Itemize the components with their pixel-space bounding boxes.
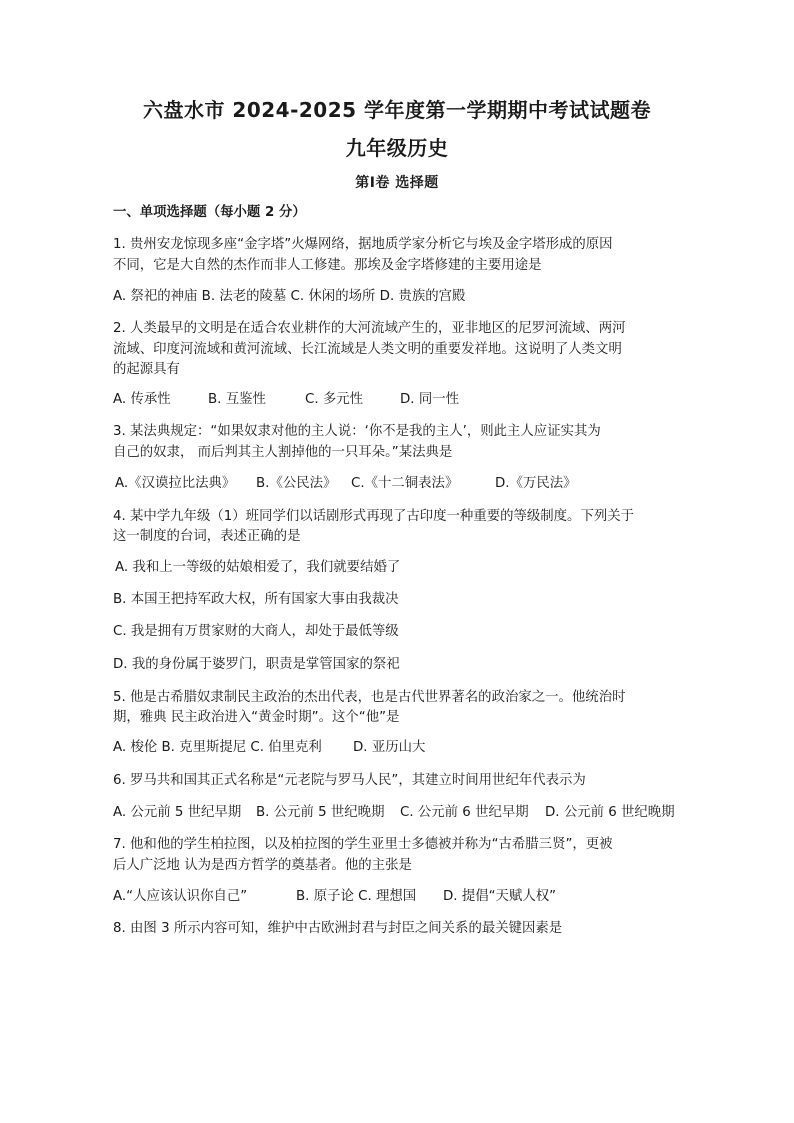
question-4-stem-line-1: 4. 某中学九年级（1）班同学们以话剧形式再现了古印度一种重要的等级制度。下列关于 xyxy=(113,509,635,524)
question-8-stem-line-1: 8. 由图 3 所示内容可知，维护中古欧洲封君与封臣之间关系的最关键因素是 xyxy=(113,921,563,936)
question-4-option-a: A. 我和上一等级的姑娘相爱了，我们就要结婚了 xyxy=(115,560,401,575)
question-2-stem-line-1: 2. 人类最早的文明是在适合农业耕作的大河流域产生的，亚非地区的尼罗河流域、两河 xyxy=(113,321,626,336)
question-6-option-b: B. 公元前 5 世纪晚期 xyxy=(256,805,385,820)
question-2-option-c: C. 多元性 xyxy=(305,392,364,407)
question-1-stem-line-1: 1. 贵州安龙惊现多座“金字塔”火爆网络，据地质学家分析它与埃及金字塔形成的原因 xyxy=(113,237,613,252)
question-5-option-d: D. 亚历山大 xyxy=(353,740,426,755)
question-4-option-b: B. 本国王把持军政大权，所有国家大事由我裁决 xyxy=(113,592,399,607)
question-3-option-d: D.《万民法》 xyxy=(495,476,577,491)
exam-subtitle: 九年级历史 xyxy=(345,136,449,160)
question-5-option-abc: A. 梭伦 B. 克里斯提尼 C. 伯里克利 xyxy=(113,740,322,755)
question-5-options xyxy=(113,738,693,758)
question-3-stem-line-1: 3. 某法典规定：“如果奴隶对他的主人说：‘你不是我的主人’，则此主人应证实其为 xyxy=(113,424,601,439)
question-2-stem-line-3: 的起源具有 xyxy=(113,362,180,377)
question-6-options xyxy=(113,803,693,823)
question-3-stem-line-2: 自己的奴隶， 而后判其主人割掉他的一只耳朵。”某法典是 xyxy=(113,445,453,460)
question-6-option-a: A. 公元前 5 世纪早期 xyxy=(113,805,242,820)
question-5-stem-line-2: 期，雅典 民主政治进入“黄金时期”。这个“他”是 xyxy=(113,710,400,725)
question-3-option-a: A.《汉谟拉比法典》 xyxy=(115,476,236,491)
question-3-options xyxy=(115,474,695,494)
exam-title: 六盘水市 2024-2025 学年度第一学期期中考试试题卷 xyxy=(142,98,652,122)
question-7-option-bc: B. 原子论 C. 理想国 xyxy=(296,889,417,904)
question-7-stem-line-1: 7. 他和他的学生柏拉图，以及柏拉图的学生亚里士多德被并称为“古希腊三贤”，更被 xyxy=(113,837,613,852)
question-7-option-d: D. 提倡“天赋人权” xyxy=(443,889,557,904)
question-7-option-a: A.“人应该认识你自己” xyxy=(113,889,248,904)
question-4-option-d: D. 我的身份属于婆罗门，职责是掌管国家的祭祀 xyxy=(113,657,400,672)
part-heading: 第Ⅰ卷 选择题 xyxy=(355,175,439,191)
question-6-stem-line-1: 6. 罗马共和国其正式名称是“元老院与罗马人民”，其建立时间用世纪年代表示为 xyxy=(113,773,586,788)
question-7-options xyxy=(113,887,693,907)
question-1-options: A. 祭祀的神庙 B. 法老的陵墓 C. 休闲的场所 D. 贵族的宫殿 xyxy=(113,289,466,304)
question-2-option-b: B. 互鉴性 xyxy=(208,392,266,407)
question-2-option-a: A. 传承性 xyxy=(113,392,171,407)
question-6-option-d: D. 公元前 6 世纪晚期 xyxy=(545,805,675,820)
question-2-options xyxy=(113,390,693,410)
question-5-stem-line-1: 5. 他是古希腊奴隶制民主政治的杰出代表，也是古代世界著名的政治家之一。他统治时 xyxy=(113,690,626,705)
question-3-option-b: B.《公民法》 xyxy=(256,476,337,491)
question-2-option-d: D. 同一性 xyxy=(400,392,459,407)
question-2-stem-line-2: 流域、印度河流域和黄河流域、长江流域是人类文明的重要发祥地。这说明了人类文明 xyxy=(113,342,622,357)
question-3-option-c: C.《十二铜表法》 xyxy=(351,476,459,491)
section-heading: 一、单项选择题（每小题 2 分） xyxy=(113,205,306,220)
question-1-stem-line-2: 不同，它是大自然的杰作而非人工修建。那埃及金字塔修建的主要用途是 xyxy=(113,258,542,273)
question-4-stem-line-2: 这一制度的台词，表述正确的是 xyxy=(113,529,301,544)
question-7-stem-line-2: 后人广泛地 认为是西方哲学的奠基者。他的主张是 xyxy=(113,858,412,873)
question-6-option-c: C. 公元前 6 世纪早期 xyxy=(400,805,529,820)
question-4-option-c: C. 我是拥有万贯家财的大商人，却处于最低等级 xyxy=(113,624,399,639)
